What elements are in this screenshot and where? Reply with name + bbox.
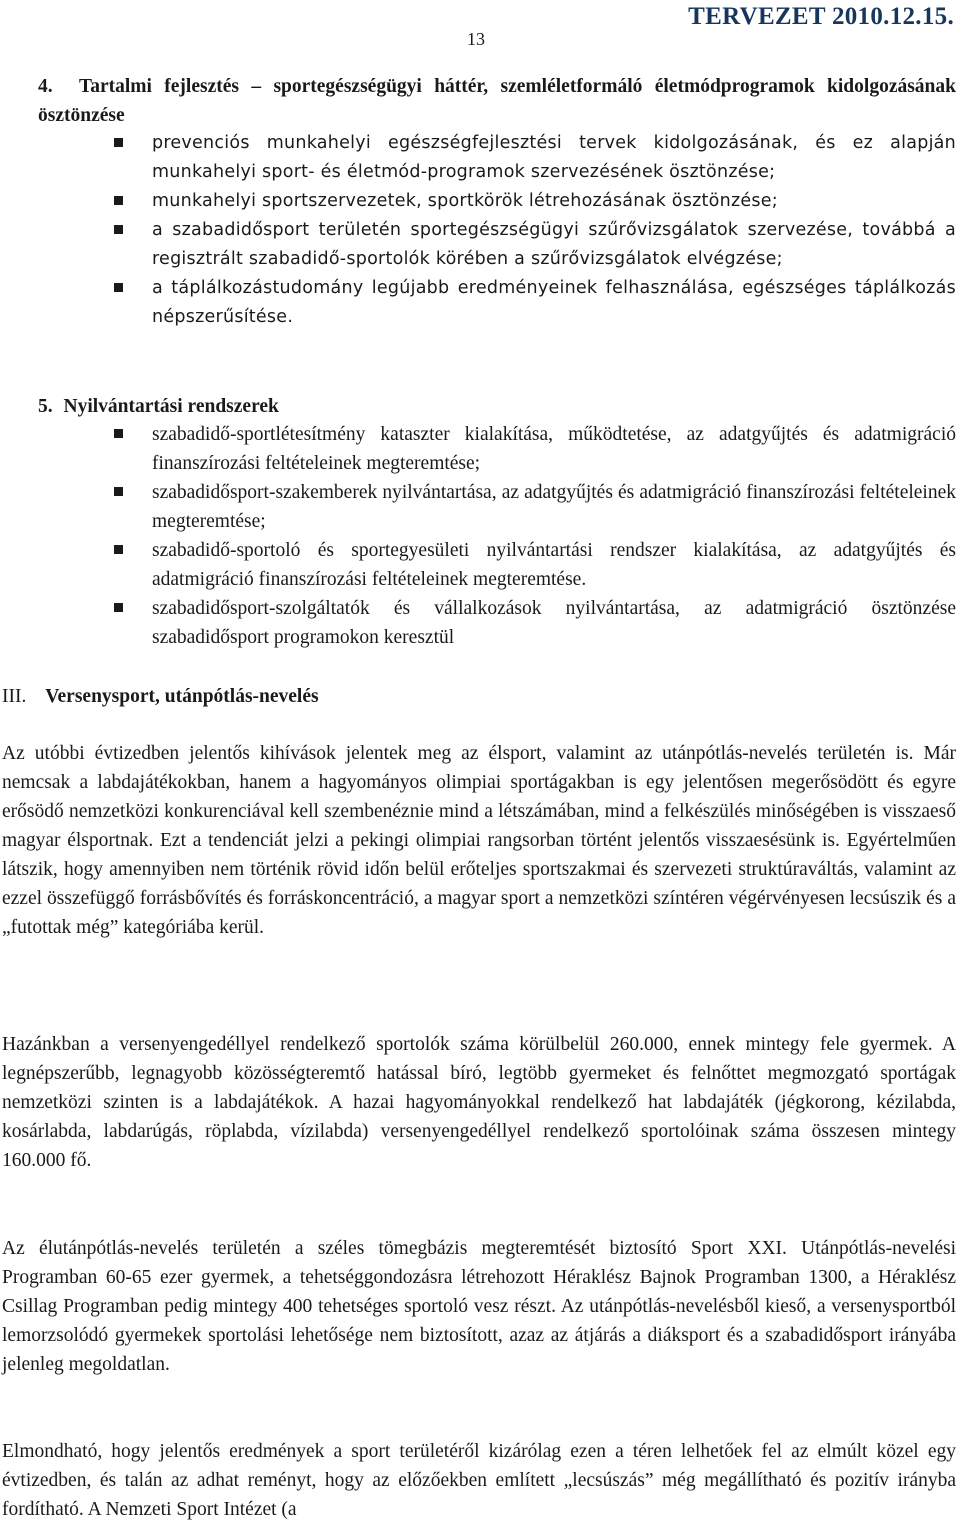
list-item: munkahelyi sportszervezetek, sportkörök létrehozásának ösztönzése; [114,187,956,216]
section-5-number: 5. [38,396,53,417]
list-item: szabadidő-sportlétesítmény kataszter kialakítása, működtetése, az adatgyűjtés és adatmigráció finanszírozási feltételeinek megteremtése; [114,420,956,478]
list-item: a szabadidősport területén sportegészségügyi szűrővizsgálatok szervezése, továbbá a regisztrált szabadidő-sportolók körében a szűrővizsgálatok elvégzése; [114,216,956,274]
section-5-heading [38,392,279,421]
section-4-number: 4. [38,76,53,97]
body-paragraph: Az élutánpótlás-nevelés területén a széles tömegbázis megteremtését biztosító Sport XXI. Utánpótlás-nevelési Programban 60-65 ezer gyermek, a tehetséggondozásra létrehozott Héraklész Bajnok Programban 1300, a Héraklész Csillag Programban pedig mintegy 400 tehetséges sportoló vesz részt. Az utánpótlás-nevelésből kieső, a versenysportból lemorzsolódó gyermekek sportolási lehetősége nem biztosított, azaz az átjárás a diáksport és a szabadidősport irányába jelenleg megoldatlan. [2,1238,956,1375]
list-item: szabadidősport-szolgáltatók és vállalkozások nyilvántartása, az adatmigráció ösztönzése szabadidősport programokon keresztül [114,594,956,652]
section-5-title: Nyilvántartási rendszerek [63,396,279,417]
body-paragraph: Elmondható, hogy jelentős eredmények a sport területéről kizárólag ezen a téren lelhetőek fel az elmúlt közel egy évtizedben, és talán az adhat reményt, hogy az előzőekben említett „lecsúszás” még megállítható és pozitív irányba fordítható. A Nemzeti Sport Intézet (a [2,1441,956,1520]
list-item: prevenciós munkahelyi egészségfejlesztési tervek kidolgozásának, és ez alapján munkahelyi sport- és életmód-programok szervezésének ösztönzése; [114,129,956,187]
section-III-number: III. [2,686,27,707]
body-paragraph: Az utóbbi évtizedben jelentős kihívások jelentek meg az élsport, valamint az utánpótlás-nevelés területén is. Már nemcsak a labdajátékokban, hanem a hagyományos olimpiai sportágakban is egy jelentősen megerősödött és egyre erősödő nemzetközi konkurenciával kell szembenéznie mind a létszámában, mind a felkészülés minőségében is visszaeső magyar élsportnak. Ezt a tendenciát jelzi a pekingi olimpiai rangsorban történt jelentős visszaesésünk is. Egyértelműen látszik, hogy amennyiben nem történik rövid időn belül erőteljes sportszakmai és szervezeti struktúraváltás, valamint az ezzel összefüggő forrásbővítés és forráskoncentráció, a magyar sport a nemzetközi színtéren végérvényesen lecsúszik és a „futottak még” kategóriába kerül. [2,743,956,938]
section-4-title: Tartalmi fejlesztés – sportegészségügyi háttér, szemléletformáló életmódprogramok kidolgozásának ösztönzése [38,76,956,126]
list-item: szabadidősport-szakemberek nyilvántartása, az adatgyűjtés és adatmigráció finanszírozási feltételeinek megteremtése; [114,478,956,536]
section-III-heading [2,682,319,711]
list-item: szabadidő-sportoló és sportegyesületi nyilvántartási rendszer kialakítása, az adatgyűjtés és adatmigráció finanszírozási feltételeinek megteremtése. [114,536,956,594]
draft-stamp: TERVEZET 2010.12.15. [688,3,954,30]
section-4-bullet-list [114,129,956,332]
page-number: 13 [467,29,485,49]
section-4-heading [38,72,956,130]
body-paragraph: Hazánkban a versenyengedéllyel rendelkező sportolók száma körülbelül 260.000, ennek mintegy fele gyermek. A legnépszerűbb, legnagyobb közösségteremtő hatással bíró, legtöbb gyermeket és felnőttet megmozgató sportágak nemzetközi szinten is a labdajátékok. A hazai hagyományokkal rendelkező hat labdajáték (jégkorong, kézilabda, kosárlabda, labdarúgás, röplabda, vízilabda) versenyengedéllyel rendelkező sportolóinak száma összesen mintegy 160.000 fő. [2,1034,956,1171]
list-item: a táplálkozástudomány legújabb eredményeinek felhasználása, egészséges táplálkozás népszerűsítése. [114,274,956,332]
section-III-title: Versenysport, utánpótlás-nevelés [45,686,319,707]
section-5-bullet-list [114,420,956,652]
